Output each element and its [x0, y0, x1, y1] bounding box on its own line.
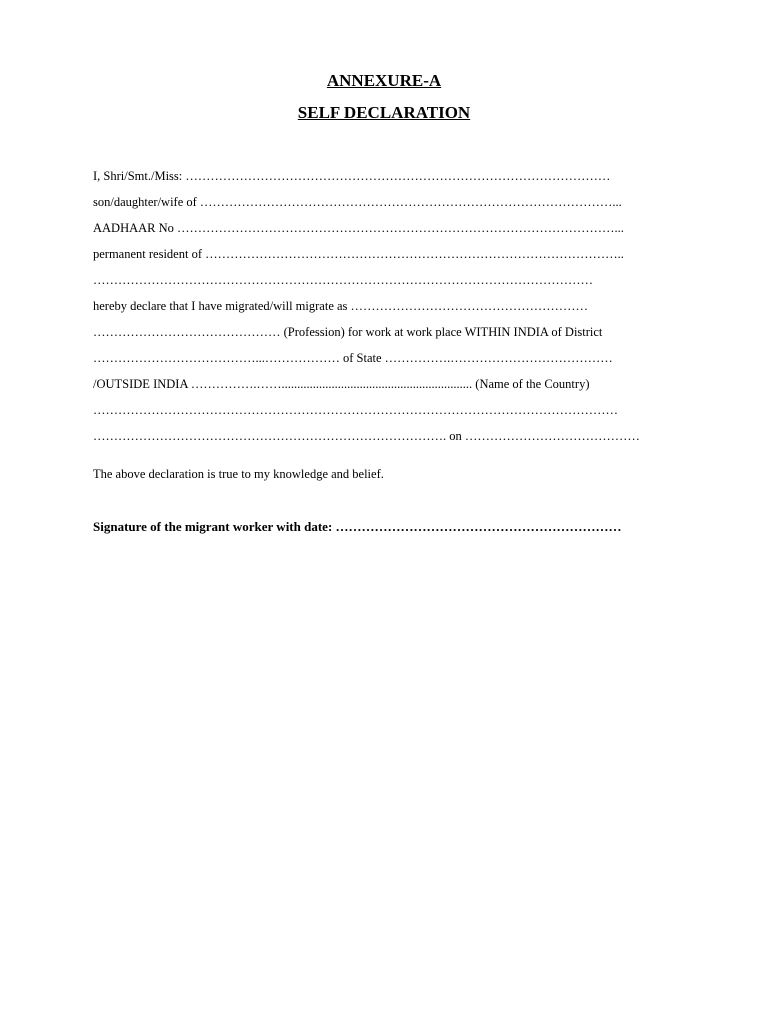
signature-line: Signature of the migrant worker with date: ………………………………………………………… — [93, 519, 622, 534]
migrate-line: hereby declare that I have migrated/will migrate as ………………………………………………… — [93, 299, 589, 313]
state-line: …………………………………...……………… of State …………….………………………………… — [93, 351, 613, 365]
aadhaar-line: AADHAAR No ……………………………………………………………………………………………... — [93, 221, 624, 235]
blank-line: ……………………………………………………………………………………………………………… — [93, 403, 618, 417]
address-continuation-line: ………………………………………………………………………………………………………… — [93, 273, 593, 287]
annexure-title: ANNEXURE-A — [326, 71, 442, 90]
relation-line: son/daughter/wife of ………………………………………………………………………………………... — [93, 195, 622, 209]
declaration-statement: The above declaration is true to my knowledge and belief. — [93, 467, 384, 481]
date-on-line: …………………………………………………………………………. on …………………………………… — [93, 429, 640, 443]
resident-line: permanent resident of ……………………………………………………………………………………….. — [93, 247, 624, 261]
outside-india-line: /OUTSIDE INDIA …………….……............................................................. (Name of the Country) — [93, 377, 590, 391]
profession-line: ……………………………………… (Profession) for work at work place WITHIN INDIA of District — [93, 325, 603, 339]
name-line: I, Shri/Smt./Miss: ………………………………………………………………………………………… — [93, 169, 611, 183]
declaration-title: SELF DECLARATION — [297, 103, 471, 122]
